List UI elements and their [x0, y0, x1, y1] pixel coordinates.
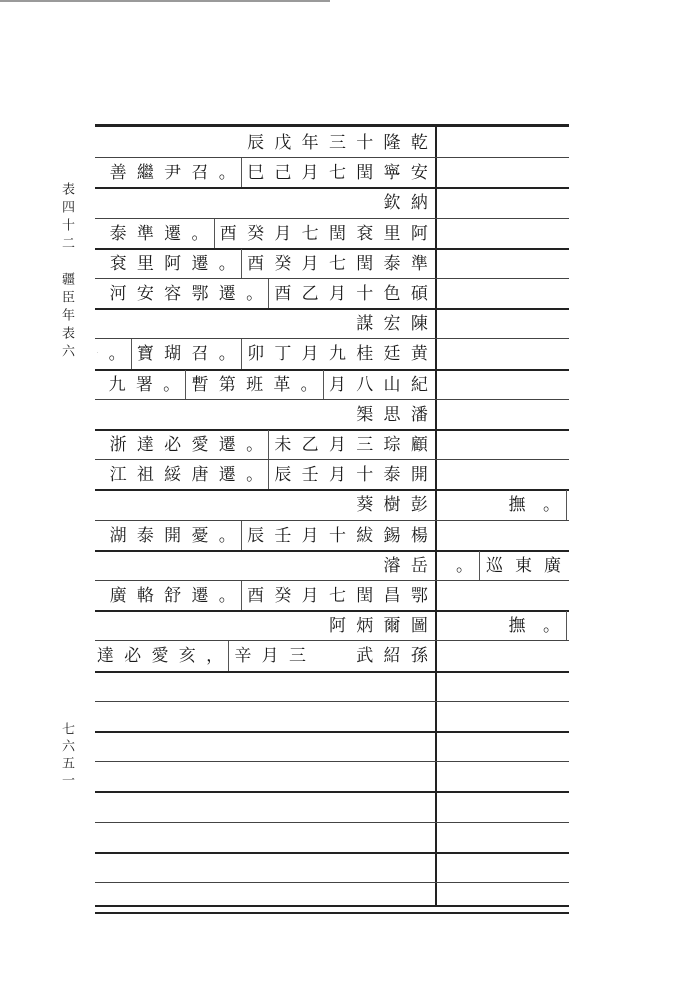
glyph: 泰: [383, 465, 401, 486]
glyph: 。: [537, 611, 567, 641]
glyph: 革: [273, 374, 291, 395]
glyph: 暫: [191, 374, 209, 395]
row-main-cell: [97, 521, 433, 551]
row-main-cell: [97, 460, 433, 490]
glyph: 七: [328, 586, 346, 606]
glyph: 納: [410, 193, 428, 214]
glyph: 九: [328, 344, 346, 365]
glyph: 亥: [178, 646, 196, 667]
glyph: 炳: [356, 616, 374, 637]
row-side-cell: [440, 762, 567, 792]
glyph: 河: [109, 284, 127, 304]
glyph: 三: [328, 133, 346, 153]
glyph: 壬: [301, 465, 319, 486]
table-row: [95, 641, 569, 671]
table-row: [95, 490, 569, 520]
glyph: 遷: [191, 253, 209, 274]
glyph: 鄂: [191, 284, 209, 304]
glyph: 東: [515, 555, 532, 576]
row-main-cell: [97, 188, 433, 218]
table-row: [95, 732, 569, 762]
table-row: [95, 823, 569, 853]
glyph: 。: [537, 490, 567, 520]
row-side-cell: [440, 249, 567, 279]
glyph: 己: [274, 163, 292, 184]
glyph: 寶: [136, 344, 154, 365]
row-side-cell: [440, 551, 567, 581]
glyph: 準: [136, 223, 154, 244]
glyph: 葵: [356, 495, 374, 516]
table-row: [95, 309, 569, 339]
table-row: [95, 581, 569, 611]
glyph: 阿: [164, 253, 182, 274]
glyph: 十: [356, 284, 374, 304]
glyph: 癸: [247, 223, 265, 244]
glyph: 辛: [234, 646, 252, 667]
glyph: 楊: [410, 525, 428, 546]
glyph: 里: [136, 253, 154, 274]
glyph: [440, 551, 450, 581]
glyph: 開: [410, 465, 428, 486]
table-row: [95, 188, 569, 218]
glyph: 。: [158, 370, 186, 400]
row-main-cell: [97, 551, 433, 581]
glyph: 十: [356, 465, 374, 486]
glyph: 樹: [383, 495, 401, 516]
glyph: 憂: [191, 525, 209, 546]
glyph: 戊: [274, 133, 292, 153]
margin-title: 表四十二 疆臣年表六: [59, 182, 74, 362]
glyph: 。: [450, 551, 480, 581]
glyph: 。: [296, 370, 324, 400]
glyph: 未: [274, 435, 292, 455]
glyph: 武: [356, 646, 374, 667]
row-main-cell: [97, 339, 433, 369]
table-row: [95, 762, 569, 792]
row-side-cell: [440, 460, 567, 490]
row-side-cell: [440, 611, 567, 641]
table-row: [95, 702, 569, 732]
glyph: 彭: [410, 495, 428, 516]
glyph: 開: [164, 525, 182, 546]
glyph: 色: [383, 284, 401, 304]
glyph: 月: [261, 646, 279, 667]
glyph: 綏: [164, 465, 182, 486]
row-side-cell: [440, 128, 567, 158]
glyph: 泰: [383, 253, 401, 274]
glyph: 隆: [383, 133, 401, 153]
table-row: [95, 883, 569, 913]
glyph: 泰: [109, 223, 127, 244]
row-side-cell: [440, 521, 567, 551]
glyph: 容: [164, 284, 182, 304]
table-row: [95, 400, 569, 430]
row-side-cell: [440, 219, 567, 249]
glyph: 昌: [383, 586, 401, 606]
glyph: 遷: [164, 223, 182, 244]
glyph: 丁: [274, 344, 292, 365]
row-main-cell: [97, 762, 433, 792]
table-row: [95, 339, 569, 369]
glyph: 湖: [109, 525, 127, 546]
glyph: 七: [328, 253, 346, 274]
glyph: 月: [328, 435, 346, 455]
table-row: [95, 430, 569, 460]
glyph: 月: [328, 374, 346, 395]
page-number: 七六五一: [59, 722, 74, 790]
glyph: 岳: [410, 555, 428, 576]
glyph: 月: [301, 344, 319, 365]
table-row: [95, 158, 569, 188]
row-main-cell: [97, 490, 433, 520]
glyph: 月: [274, 223, 292, 244]
row-side-cell: [440, 309, 567, 339]
glyph: 安: [136, 284, 154, 304]
glyph: 署: [135, 374, 153, 395]
row-main-cell: [97, 158, 433, 188]
glyph: 閏: [356, 586, 374, 606]
glyph: 浙: [109, 435, 127, 455]
glyph: 閏: [328, 223, 346, 244]
glyph: 遷: [218, 465, 236, 486]
glyph: 孫: [410, 646, 428, 667]
row-main-cell: [97, 853, 433, 883]
glyph: 廣: [544, 555, 561, 576]
row-side-cell: [440, 430, 567, 460]
glyph: 袞: [356, 223, 374, 244]
glyph: 辰: [247, 525, 265, 546]
glyph: 月: [301, 525, 319, 546]
glyph: 乾: [410, 133, 428, 153]
glyph: 黄: [410, 344, 428, 365]
glyph: 鄂: [410, 586, 428, 606]
row-side-cell: [440, 853, 567, 883]
table-row: [95, 672, 569, 702]
glyph: 琮: [383, 435, 401, 455]
glyph: 必: [124, 646, 142, 667]
glyph: 欽: [383, 193, 401, 214]
glyph: 召: [191, 163, 209, 184]
row-side-cell: [440, 188, 567, 218]
table-row: [95, 370, 569, 400]
table-row: [95, 853, 569, 883]
glyph: 。: [214, 158, 242, 188]
table-row: [95, 521, 569, 551]
glyph: 閏: [356, 253, 374, 274]
glyph: 愛: [151, 646, 169, 667]
glyph: 必: [164, 435, 182, 455]
row-main-cell: [97, 611, 433, 641]
table-row: [95, 611, 569, 641]
row-main-cell: [97, 249, 433, 279]
row-rule: [95, 912, 569, 914]
glyph: 袞: [109, 253, 127, 274]
glyph: 尹: [164, 163, 182, 184]
glyph: 愛: [191, 435, 209, 455]
row-main-cell: [97, 883, 433, 913]
row-side-cell: [440, 339, 567, 369]
glyph: 。: [214, 249, 242, 279]
glyph: 舒: [164, 586, 182, 606]
table-row: [95, 128, 569, 158]
glyph: 泰: [136, 525, 154, 546]
glyph: 月: [328, 465, 346, 486]
table-row: [95, 279, 569, 309]
glyph: 七: [301, 223, 319, 244]
row-main-cell: [97, 279, 433, 309]
glyph: 達: [136, 435, 154, 455]
glyph: 繼: [136, 163, 154, 184]
glyph: 。: [241, 460, 269, 490]
glyph: 宏: [383, 314, 401, 335]
glyph: 癸: [274, 253, 292, 274]
row-main-cell: [97, 792, 433, 822]
glyph: 謀: [356, 314, 374, 335]
glyph: 祖: [136, 465, 154, 486]
glyph: ，: [201, 641, 229, 671]
table-row: [95, 792, 569, 822]
glyph: 班: [246, 374, 264, 395]
table-top-rule: [95, 124, 569, 127]
glyph: 三: [356, 435, 374, 455]
glyph: 山: [383, 374, 401, 395]
glyph: 十: [356, 133, 374, 153]
glyph: 紱: [356, 525, 374, 546]
glyph: 。: [214, 339, 242, 369]
glyph: 巡: [486, 555, 503, 576]
glyph: 。: [241, 279, 269, 309]
glyph: 廷: [383, 344, 401, 365]
glyph: 。: [241, 430, 269, 460]
row-main-cell: [97, 581, 433, 611]
row-main-cell: [97, 672, 433, 702]
row-side-cell: [440, 581, 567, 611]
glyph: 里: [383, 223, 401, 244]
row-side-cell: [440, 370, 567, 400]
glyph: 廣: [109, 586, 127, 606]
table-row: [95, 551, 569, 581]
glyph: 爾: [383, 616, 401, 637]
glyph: 濬: [383, 555, 401, 576]
glyph: 唐: [191, 465, 209, 486]
row-main-cell: [97, 219, 433, 249]
row-main-cell: [97, 823, 433, 853]
row-side-cell: [440, 792, 567, 822]
glyph: 達: [97, 646, 114, 667]
row-main-cell: [97, 400, 433, 430]
glyph: 酉: [274, 284, 292, 304]
glyph: 辰: [274, 465, 292, 486]
glyph: 阿: [410, 223, 428, 244]
glyph: 癸: [274, 586, 292, 606]
glyph: 九: [108, 374, 126, 395]
row-side-cell: [440, 400, 567, 430]
glyph: 第: [218, 374, 236, 395]
glyph: 酉: [247, 253, 265, 274]
table-row: [95, 249, 569, 279]
glyph: 撫: [508, 495, 526, 516]
glyph: 十: [328, 525, 346, 546]
glyph: 八: [356, 374, 374, 395]
glyph: 月: [328, 284, 346, 304]
glyph: 巳: [247, 163, 265, 184]
row-main-cell: [97, 732, 433, 762]
glyph: 。: [214, 521, 242, 551]
scan-edge-line: [0, 0, 330, 2]
glyph: 閏: [356, 163, 374, 184]
row-side-cell: [440, 883, 567, 913]
glyph: 潘: [410, 404, 428, 425]
glyph: 輅: [136, 586, 154, 606]
row-side-cell: [440, 672, 567, 702]
row-main-cell: [97, 309, 433, 339]
row-side-cell: [440, 702, 567, 732]
glyph: 圖: [410, 616, 428, 637]
glyph: 乙: [301, 284, 319, 304]
glyph: 年: [301, 133, 319, 153]
glyph: 思: [383, 404, 401, 425]
glyph: 召: [191, 344, 209, 365]
glyph: 陳: [410, 314, 428, 335]
glyph: 遷: [191, 586, 209, 606]
glyph: 安: [410, 163, 428, 184]
row-side-cell: [440, 732, 567, 762]
table-row: [95, 460, 569, 490]
glyph: 紹: [383, 646, 401, 667]
row-main-cell: [97, 641, 433, 671]
glyph: 遷: [218, 435, 236, 455]
glyph: 。: [186, 219, 214, 249]
glyph: 辰: [247, 133, 265, 153]
glyph: 顧: [410, 435, 428, 455]
glyph: 準: [410, 253, 428, 274]
row-main-cell: [97, 702, 433, 732]
glyph: 三: [288, 646, 306, 667]
glyph: 月: [301, 253, 319, 274]
row-main-cell: [97, 430, 433, 460]
table-row: [95, 219, 569, 249]
glyph: 月: [301, 163, 319, 184]
glyph: 錫: [383, 525, 401, 546]
glyph: 遷: [218, 284, 236, 304]
glyph: 善: [109, 163, 127, 184]
row-side-cell: [440, 823, 567, 853]
glyph: 七: [328, 163, 346, 184]
glyph: 碩: [410, 284, 428, 304]
glyph: 酉: [247, 586, 265, 606]
glyph: 月: [301, 586, 319, 606]
row-main-cell: [97, 370, 433, 400]
glyph: 乙: [301, 435, 319, 455]
glyph: 酉: [219, 223, 237, 244]
glyph: 江: [109, 465, 127, 486]
glyph: 壬: [274, 525, 292, 546]
row-main-cell: [97, 128, 433, 158]
row-side-cell: [440, 641, 567, 671]
row-side-cell: [440, 279, 567, 309]
glyph: 寧: [383, 163, 401, 184]
glyph: 瑚: [164, 344, 182, 365]
glyph: 。: [103, 339, 131, 369]
glyph: 紀: [410, 374, 428, 395]
glyph: 榘: [356, 404, 374, 425]
glyph: 阿: [328, 616, 346, 637]
row-side-cell: [440, 158, 567, 188]
row-side-cell: [440, 490, 567, 520]
glyph: 桂: [356, 344, 374, 365]
glyph: 。: [214, 581, 242, 611]
glyph: 卯: [247, 344, 265, 365]
glyph: 撫: [508, 616, 526, 637]
